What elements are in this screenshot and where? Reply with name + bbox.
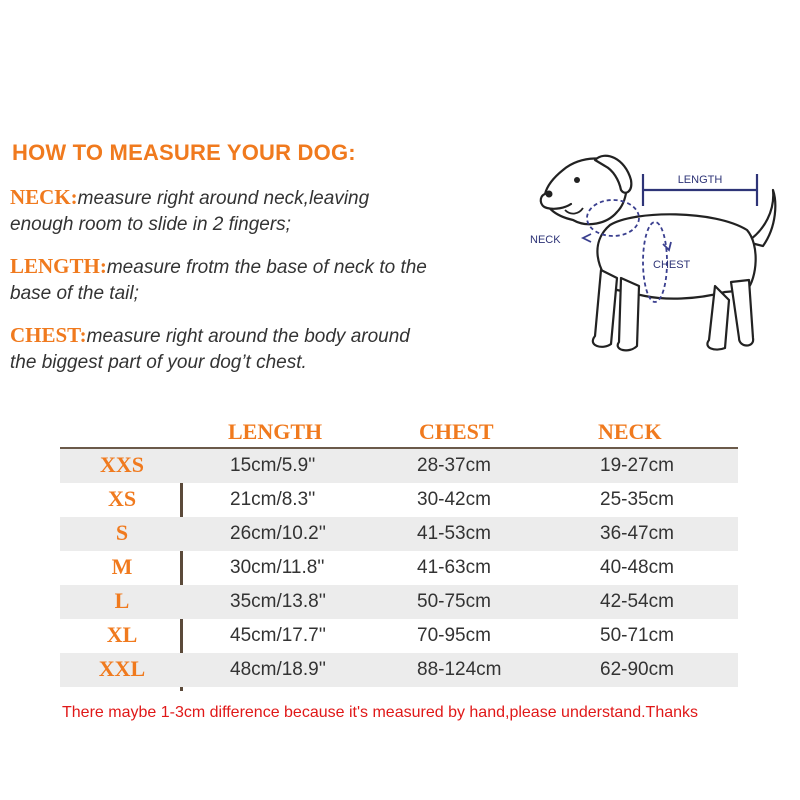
neck-instruction (10, 184, 490, 238)
chest-cell: 30-42cm (417, 489, 491, 510)
header-length: LENGTH (228, 419, 323, 444)
table-row (60, 449, 738, 483)
neck-cell: 19-27cm (600, 455, 674, 476)
size-cell: L (114, 588, 130, 613)
chest-cell: 41-63cm (417, 557, 491, 578)
chest-desc-line1: measure right around the body around (86, 326, 410, 347)
length-desc-line1: measure frotm the base of neck to the (106, 257, 427, 278)
neck-cell: 25-35cm (600, 489, 674, 510)
chest-cell: 28-37cm (417, 455, 491, 476)
length-cell: 45cm/17.7'' (230, 625, 326, 646)
length-key: LENGTH: (10, 254, 107, 278)
neck-cell: 62-90cm (600, 659, 674, 680)
table-row (60, 585, 738, 619)
size-cell: XL (106, 622, 138, 647)
header-neck: NECK (598, 419, 662, 444)
size-cell: S (115, 520, 129, 545)
size-cell: XS (107, 486, 137, 511)
length-cell: 48cm/18.9'' (230, 659, 326, 680)
chest-key: CHEST: (10, 323, 87, 347)
chest-cell: 88-124cm (417, 659, 502, 680)
chest-cell: 41-53cm (417, 523, 491, 544)
neck-label: NECK (530, 234, 561, 246)
neck-desc-line2: enough room to slide in 2 fingers; (10, 214, 291, 235)
length-cell: 26cm/10.2'' (230, 523, 326, 544)
header-chest: CHEST (419, 419, 494, 444)
neck-cell: 40-48cm (600, 557, 674, 578)
length-cell: 15cm/5.9'' (230, 455, 316, 476)
size-cell: XXL (98, 656, 146, 681)
neck-cell: 36-47cm (600, 523, 674, 544)
neck-desc-line1: measure right around neck,leaving (77, 188, 370, 209)
length-desc-line2: base of the tail; (10, 283, 139, 304)
size-cell: XXS (99, 452, 144, 477)
dog-illustration-icon (541, 156, 776, 351)
disclaimer-note: There maybe 1-3cm difference because it's measured by hand,please understand.Thanks (62, 704, 699, 721)
length-cell: 35cm/13.8'' (230, 591, 326, 612)
chest-instruction (10, 322, 490, 376)
table-row (60, 517, 738, 551)
table-row (60, 551, 738, 585)
chest-cell: 70-95cm (417, 625, 491, 646)
neck-cell: 50-71cm (600, 625, 674, 646)
chest-cell: 50-75cm (417, 591, 491, 612)
length-cell: 30cm/11.8'' (230, 557, 325, 578)
neck-cell: 42-54cm (600, 591, 674, 612)
size-cell: M (111, 554, 133, 579)
length-label: LENGTH (677, 174, 723, 186)
dog-measurement-diagram (525, 150, 795, 370)
size-chart-table (60, 415, 738, 687)
neck-key: NECK: (10, 185, 78, 209)
table-row (60, 653, 738, 687)
neck-arrow-icon (583, 234, 591, 242)
length-instruction (10, 253, 490, 307)
table-row (60, 619, 738, 653)
length-cell: 21cm/8.3'' (230, 489, 316, 510)
table-row (60, 483, 738, 517)
table-header (60, 415, 738, 449)
chest-desc-line2: the biggest part of your dog’t chest. (10, 352, 307, 373)
chest-label: CHEST (653, 259, 691, 271)
page-title: HOW TO MEASURE YOUR DOG: (12, 140, 356, 165)
